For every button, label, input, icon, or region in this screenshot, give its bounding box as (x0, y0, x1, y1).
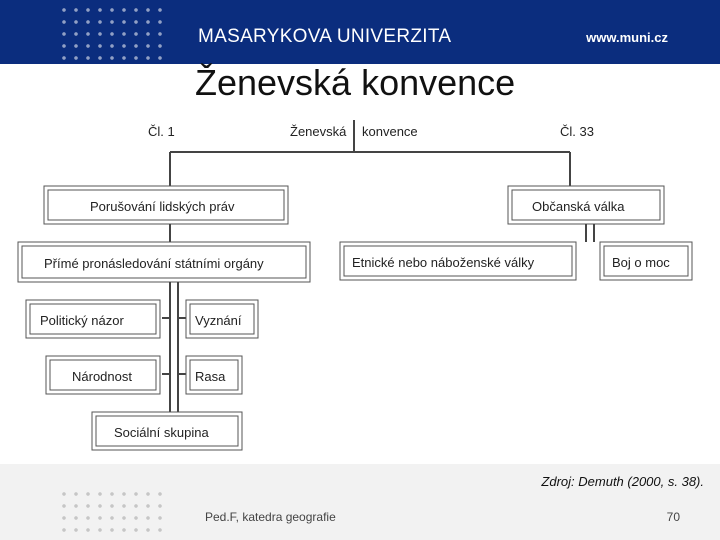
node-politicky-label: Politický názor (40, 313, 124, 328)
footer-department: Ped.F, katedra geografie (205, 510, 336, 524)
convention-diagram (14, 116, 718, 464)
slide-title: Ženevská konvence (195, 62, 516, 103)
node-prime-label: Přímé pronásledování státními orgány (44, 256, 264, 271)
node-rasa-label: Rasa (195, 369, 226, 384)
node-obcanska-label: Občanská válka (532, 199, 625, 214)
label-konvence: konvence (362, 124, 418, 139)
label-zenevska: Ženevská (290, 124, 347, 139)
node-etnicke-label: Etnické nebo náboženské války (352, 255, 535, 270)
node-vyznani-label: Vyznání (195, 313, 242, 328)
university-name: MASARYKOVA UNIVERZITA (198, 26, 452, 47)
label-cl1: Čl. 1 (148, 124, 175, 139)
source-citation: Zdroj: Demuth (2000, s. 38). (541, 474, 704, 489)
label-cl33: Čl. 33 (560, 124, 594, 139)
website-link[interactable]: www.muni.cz (586, 30, 668, 45)
node-narodnost-label: Národnost (72, 369, 132, 384)
header-bar (0, 0, 720, 64)
page-number: 70 (666, 510, 680, 524)
node-socialni-label: Sociální skupina (114, 425, 209, 440)
node-porusovani-label: Porušování lidských práv (90, 199, 235, 214)
node-boj-label: Boj o moc (612, 255, 670, 270)
dot-pattern (58, 4, 166, 76)
footer-dot-pattern (58, 488, 166, 540)
